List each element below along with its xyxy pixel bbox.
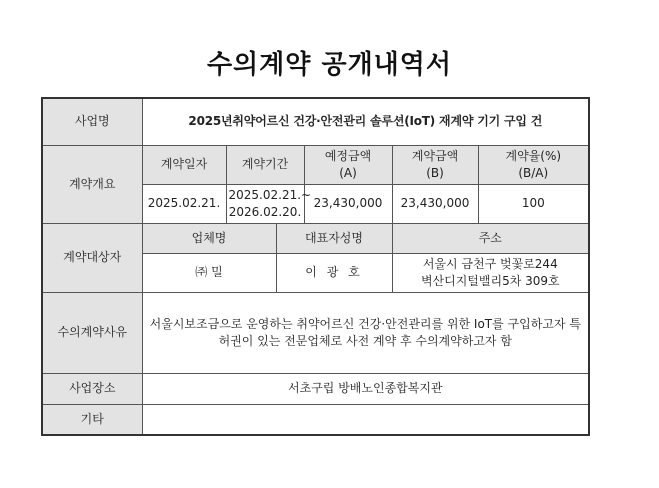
company-value: ㈜ 밀 — [142, 253, 276, 292]
contract-rate-header-sub: (B/A) — [518, 165, 549, 180]
contractor-header-row — [42, 223, 589, 253]
contract-date-value: 2025.02.21. — [142, 184, 226, 223]
contract-amount-header-main: 계약금액 — [411, 148, 459, 163]
location-value: 서초구립 방배노인종합복지관 — [142, 373, 589, 404]
project-label: 사업명 — [42, 98, 142, 145]
contract-summary-label: 계약개요 — [42, 145, 142, 223]
etc-value — [142, 404, 589, 435]
contract-rate-value: 100 — [478, 184, 589, 223]
address-value — [392, 253, 589, 292]
representative-value: 이 광 호 — [276, 253, 392, 292]
reason-row — [42, 292, 589, 373]
document-title: 수의계약 공개내역서 — [206, 50, 453, 80]
location-label: 사업장소 — [42, 373, 142, 404]
contract-period-value — [226, 184, 312, 223]
estimated-amount-header-main: 예정금액 — [324, 148, 372, 163]
contract-rate-header-main: 계약율(%) — [505, 148, 562, 163]
representative-header: 대표자성명 — [276, 223, 392, 253]
project-name: 2025년취약어르신 건강·안전관리 솔루션(IoT) 재계약 기기 구입 건 — [142, 98, 589, 145]
contract-date-header: 계약일자 — [142, 145, 226, 184]
estimated-amount-header-sub: (A) — [339, 165, 357, 180]
contract-amount-header-sub: (B) — [426, 165, 444, 180]
contract-summary-header-row — [42, 145, 589, 184]
etc-row — [42, 404, 589, 435]
address-line2: 벽산디지털밸리5차 309호 — [420, 273, 560, 288]
project-row — [42, 98, 589, 145]
contract-rate-header — [478, 145, 589, 184]
location-row — [42, 373, 589, 404]
contract-period-start: 2025.02.21.~ — [228, 187, 312, 202]
etc-label: 기타 — [42, 404, 142, 435]
estimated-amount-header — [304, 145, 392, 184]
contract-amount-header — [392, 145, 478, 184]
estimated-amount-value: 23,430,000 — [304, 184, 392, 223]
contract-period-header: 계약기간 — [226, 145, 304, 184]
contract-period-end: 2026.02.20. — [228, 204, 302, 219]
reason-label: 수의계약사유 — [42, 292, 142, 373]
address-header: 주소 — [392, 223, 589, 253]
contract-amount-value: 23,430,000 — [392, 184, 478, 223]
company-header: 업체명 — [142, 223, 276, 253]
contractor-label: 계약대상자 — [42, 223, 142, 292]
address-line1: 서울시 금천구 벚꽃로244 — [422, 256, 558, 271]
disclosure-table — [41, 97, 590, 436]
reason-text: 서울시보조금으로 운영하는 취약어르신 건강·안전관리를 위한 IoT를 구입하고자 특허권이 있는 전문업체로 사전 계약 후 수의계약하고자 함 — [142, 292, 589, 373]
